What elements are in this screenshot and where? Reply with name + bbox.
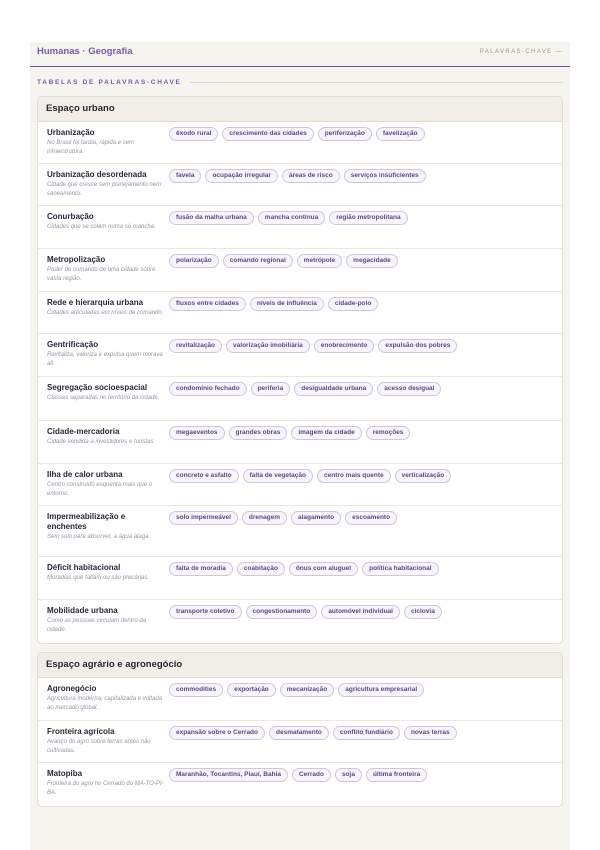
table-row [38, 464, 562, 506]
term-description: Poder de comando de uma cidade sobre vasta região. [47, 267, 156, 282]
term-cell [47, 769, 165, 798]
term-description: Cidades articuladas em níveis de comando. [47, 310, 164, 316]
keyword-list [169, 426, 556, 440]
keyword-tag: novas terras [404, 726, 457, 740]
keyword-tag: megaeventos [169, 426, 225, 440]
term-name: Cidade-mercadoria [47, 427, 120, 436]
keyword-tag: serviços insuficientes [344, 169, 426, 183]
table-row [38, 206, 562, 249]
keyword-tag: automóvel individual [321, 605, 400, 619]
keyword-list [169, 297, 556, 311]
keyword-tag: Cerrado [292, 768, 331, 782]
term-name: Impermeabilização e enchentes [47, 512, 126, 531]
term-cell [47, 255, 165, 284]
keyword-tag: imagem da cidade [291, 426, 361, 440]
keyword-tag: comando regional [223, 254, 293, 268]
keyword-tag: acesso desigual [377, 382, 441, 396]
keyword-tag: desmatamento [269, 726, 329, 740]
keyword-table [38, 122, 562, 643]
term-cell [47, 298, 165, 318]
section-divider [190, 82, 563, 83]
keyword-list [169, 127, 556, 141]
term-cell [47, 470, 165, 499]
keyword-list [169, 254, 556, 268]
card-title: Espaço urbano [38, 97, 562, 122]
header-label: PALAVRAS-CHAVE — [479, 49, 563, 55]
keyword-tag: revitalização [169, 339, 222, 353]
keyword-tag: valorização imobiliária [226, 339, 310, 353]
term-name: Urbanização desordenada [47, 170, 147, 179]
table-row [38, 164, 562, 206]
keyword-list [169, 768, 556, 782]
table-row [38, 292, 562, 334]
keyword-tag: solo impermeável [169, 511, 238, 525]
page-header [30, 42, 570, 67]
term-cell [47, 383, 165, 403]
keyword-tag: condomínio fechado [169, 382, 247, 396]
term-name: Segregação socioespacial [47, 383, 148, 392]
term-name: Ilha de calor urbana [47, 470, 123, 479]
keyword-tag: ciclovia [404, 605, 442, 619]
keyword-tag: commodities [169, 683, 223, 697]
keyword-tag: metrópole [297, 254, 342, 268]
keyword-table [38, 678, 562, 806]
keyword-list [169, 683, 556, 697]
keyword-tag: crescimento das cidades [222, 127, 313, 141]
keyword-tag: mecanização [280, 683, 334, 697]
term-cell [47, 170, 165, 199]
keyword-tag: política habitacional [362, 562, 438, 576]
term-cell [47, 128, 165, 157]
term-name: Fronteira agrícola [47, 727, 115, 736]
keyword-list [169, 382, 556, 396]
keyword-tag: centro mais quente [317, 469, 391, 483]
table-row [38, 249, 562, 292]
keyword-list [169, 605, 556, 619]
keyword-tag: áreas de risco [282, 169, 340, 183]
keyword-list [169, 726, 556, 740]
term-description: Centro construído esquenta mais que o entorno. [47, 482, 153, 497]
section-title: TABELAS DE PALAVRAS-CHAVE [37, 79, 182, 86]
table-row [38, 506, 562, 557]
keyword-tag: remoções [366, 426, 411, 440]
keyword-tag: conflito fundiário [333, 726, 400, 740]
keyword-tag: cidade-polo [328, 297, 378, 311]
term-cell [47, 563, 165, 583]
keyword-tag: fluxos entre cidades [169, 297, 246, 311]
keyword-tag: drenagem [242, 511, 287, 525]
keyword-tag: êxodo rural [169, 127, 218, 141]
term-cell [47, 727, 165, 756]
term-description: Classes separadas no território da cidade. [47, 395, 160, 401]
term-description: Moradias que faltam ou são precárias. [47, 575, 150, 581]
keyword-tag: ônus com aluguel [289, 562, 358, 576]
table-row [38, 600, 562, 643]
keyword-tag: concreto e asfalto [169, 469, 239, 483]
term-description: Fronteira do agro no Cerrado do MA-TO-PI-BA. [47, 781, 164, 796]
term-description: No Brasil foi tardia, rápida e sem infraestrutura. [47, 140, 135, 155]
table-row [38, 721, 562, 763]
table-row [38, 122, 562, 164]
term-description: Como as pessoas circulam dentro da cidade. [47, 618, 147, 633]
term-name: Matopiba [47, 769, 83, 778]
keyword-tag: escoamento [345, 511, 397, 525]
term-description: Avanço do agro sobre terras antes não cultivadas. [47, 739, 151, 754]
term-cell [47, 340, 165, 369]
term-name: Urbanização [47, 128, 95, 137]
keyword-tag: fusão da malha urbana [169, 211, 254, 225]
term-name: Rede e hierarquia urbana [47, 298, 144, 307]
keyword-tag: alagamento [291, 511, 341, 525]
keyword-tag: expansão sobre o Cerrado [169, 726, 265, 740]
keyword-tag: desigualdade urbana [294, 382, 373, 396]
term-name: Conurbação [47, 212, 94, 221]
term-name: Metropolização [47, 255, 106, 264]
keyword-tag: congestionamento [246, 605, 318, 619]
keyword-tag: falta de vegetação [243, 469, 313, 483]
keyword-list [169, 511, 556, 525]
table-row [38, 377, 562, 421]
keyword-list [169, 211, 556, 225]
keyword-tag: última fronteira [366, 768, 427, 782]
keyword-tag: polarização [169, 254, 219, 268]
term-description: Agricultura moderna, capitalizada e voltada ao mercado global. [47, 696, 163, 711]
table-row [38, 334, 562, 377]
keyword-tag: enobrecimento [314, 339, 375, 353]
subject-title: Humanas · Geografia [37, 46, 133, 57]
keyword-list [169, 339, 556, 353]
term-cell [47, 512, 165, 542]
keyword-tag: Maranhão, Tocantins, Piauí, Bahia [169, 768, 288, 782]
keyword-tag: transporte coletivo [169, 605, 242, 619]
keyword-tag: expulsão dos pobres [378, 339, 457, 353]
card-agrarian-space [37, 652, 563, 807]
term-name: Gentrificação [47, 340, 99, 349]
term-description: Cidades que se colam numa só mancha. [47, 224, 156, 230]
keyword-tag: ocupação irregular [205, 169, 278, 183]
term-description: Revitaliza, valoriza e expulsa quem morava ali. [47, 352, 163, 367]
term-description: Sem solo para absorver, a água alaga. [47, 534, 151, 540]
keyword-tag: região metropolitana [329, 211, 407, 225]
keyword-tag: megacidade [346, 254, 398, 268]
keyword-tag: periferia [251, 382, 291, 396]
keyword-tag: periferização [318, 127, 372, 141]
table-row [38, 763, 562, 806]
term-description: Cidade vendida a investidores e turistas. [47, 439, 156, 445]
document-page [30, 42, 570, 850]
keyword-tag: verticalização [395, 469, 452, 483]
table-row [38, 678, 562, 721]
keyword-tag: níveis de influência [250, 297, 324, 311]
term-cell [47, 684, 165, 713]
keyword-tag: favela [169, 169, 201, 183]
term-cell [47, 427, 165, 447]
term-name: Mobilidade urbana [47, 606, 118, 615]
keyword-tag: agricultura empresarial [338, 683, 424, 697]
keyword-tag: falta de moradia [169, 562, 233, 576]
term-cell [47, 606, 165, 635]
term-name: Déficit habitacional [47, 563, 121, 572]
keyword-tag: exportação [227, 683, 276, 697]
keyword-tag: mancha contínua [258, 211, 325, 225]
card-urban-space [37, 96, 563, 644]
table-row [38, 421, 562, 464]
term-name: Agronegócio [47, 684, 97, 693]
keyword-tag: soja [335, 768, 362, 782]
table-row [38, 557, 562, 600]
keyword-list [169, 562, 556, 576]
keyword-list [169, 469, 556, 483]
term-description: Cidade que cresce sem planejamento nem saneamento. [47, 182, 162, 197]
term-cell [47, 212, 165, 232]
keyword-tag: grandes obras [229, 426, 288, 440]
keyword-list [169, 169, 556, 183]
card-title: Espaço agrário e agronegócio [38, 653, 562, 678]
keyword-tag: coabitação [237, 562, 285, 576]
keyword-tag: favelização [376, 127, 425, 141]
